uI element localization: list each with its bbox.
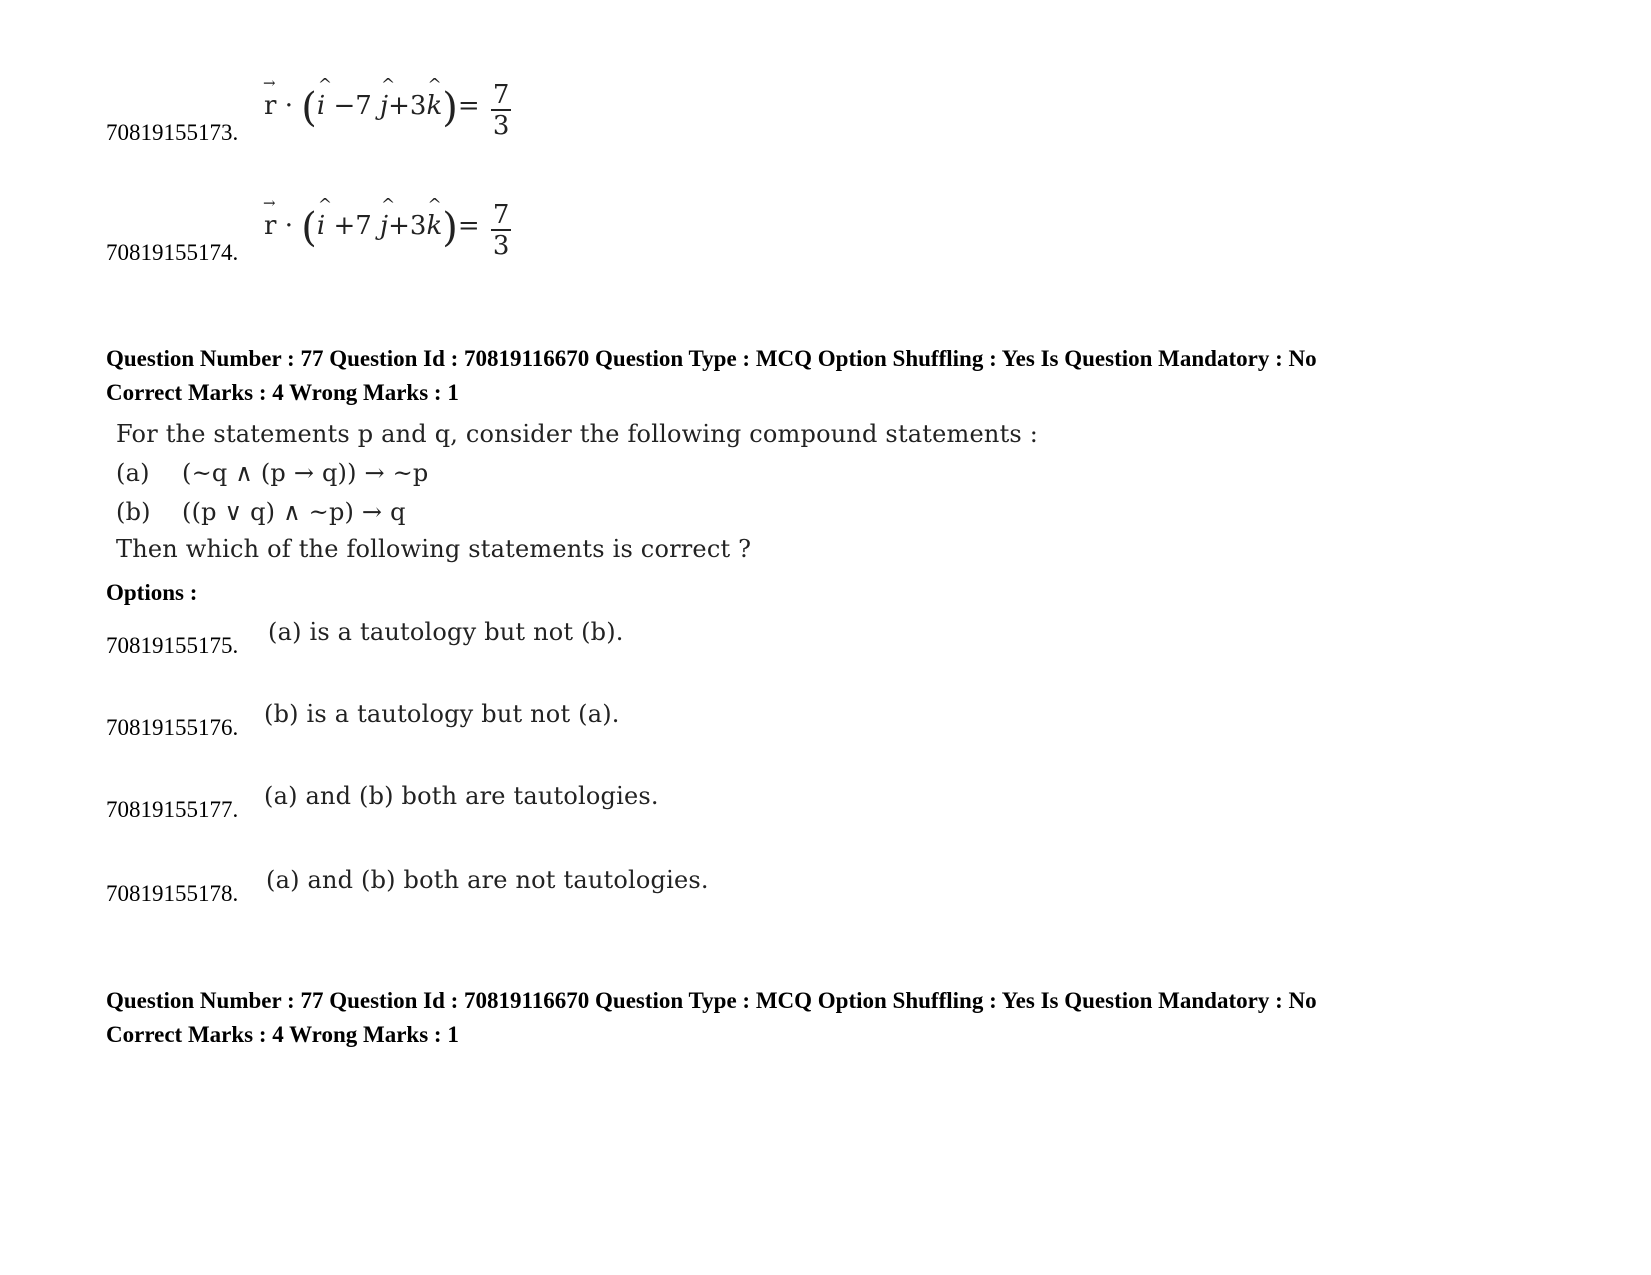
option-id: 70819155176. bbox=[106, 715, 239, 740]
question-intro: For the statements p and q, consider the following compound statements : bbox=[116, 420, 1039, 448]
question-marks: Correct Marks : 4 Wrong Marks : 1 bbox=[106, 1022, 459, 1047]
question-header: Question Number : 77 Question Id : 70819116670 Question Type : MCQ Option Shuffling : Yes Is Question Mandatory : No bbox=[106, 346, 1317, 371]
fraction: $\frac{7}{3}$ bbox=[492, 200, 510, 261]
option-text: (b) is a tautology but not (a). bbox=[264, 700, 620, 728]
option-equation-70819155174: → r · (^ i +7 ^ j+3^ k)= $\frac{7}{3}$ bbox=[264, 202, 511, 259]
options-label: Options : bbox=[106, 580, 198, 605]
question-marks: Correct Marks : 4 Wrong Marks : 1 bbox=[106, 380, 459, 405]
option-id: 70819155178. bbox=[106, 881, 239, 906]
statement-label: (a) bbox=[116, 459, 150, 487]
option-text: (a) is a tautology but not (b). bbox=[268, 618, 624, 646]
option-id: 70819155173. bbox=[106, 120, 239, 145]
vector-r: → r bbox=[264, 213, 276, 239]
option-id: 70819155175. bbox=[106, 633, 239, 658]
option-equation-70819155173: → r · (^ i −7 ^ j+3^ k)= $\frac{7}{3}$ bbox=[264, 82, 511, 139]
question-header: Question Number : 77 Question Id : 70819116670 Question Type : MCQ Option Shuffling : Yes Is Question Mandatory : No bbox=[106, 988, 1317, 1013]
option-text: (a) and (b) both are tautologies. bbox=[264, 782, 659, 810]
statement-expression: ((p ∨ q) ∧ ~p) → q bbox=[182, 498, 406, 526]
fraction: $\frac{7}{3}$ bbox=[492, 80, 510, 141]
option-text: (a) and (b) both are not tautologies. bbox=[266, 866, 709, 894]
statement-b bbox=[116, 498, 406, 526]
option-id: 70819155174. bbox=[106, 240, 239, 265]
option-id: 70819155177. bbox=[106, 797, 239, 822]
vector-r: → r bbox=[264, 93, 276, 119]
statement-a bbox=[116, 459, 428, 487]
statement-expression: (~q ∧ (p → q)) → ~p bbox=[182, 459, 429, 487]
question-prompt: Then which of the following statements is correct ? bbox=[116, 535, 752, 563]
statement-label: (b) bbox=[116, 498, 151, 526]
